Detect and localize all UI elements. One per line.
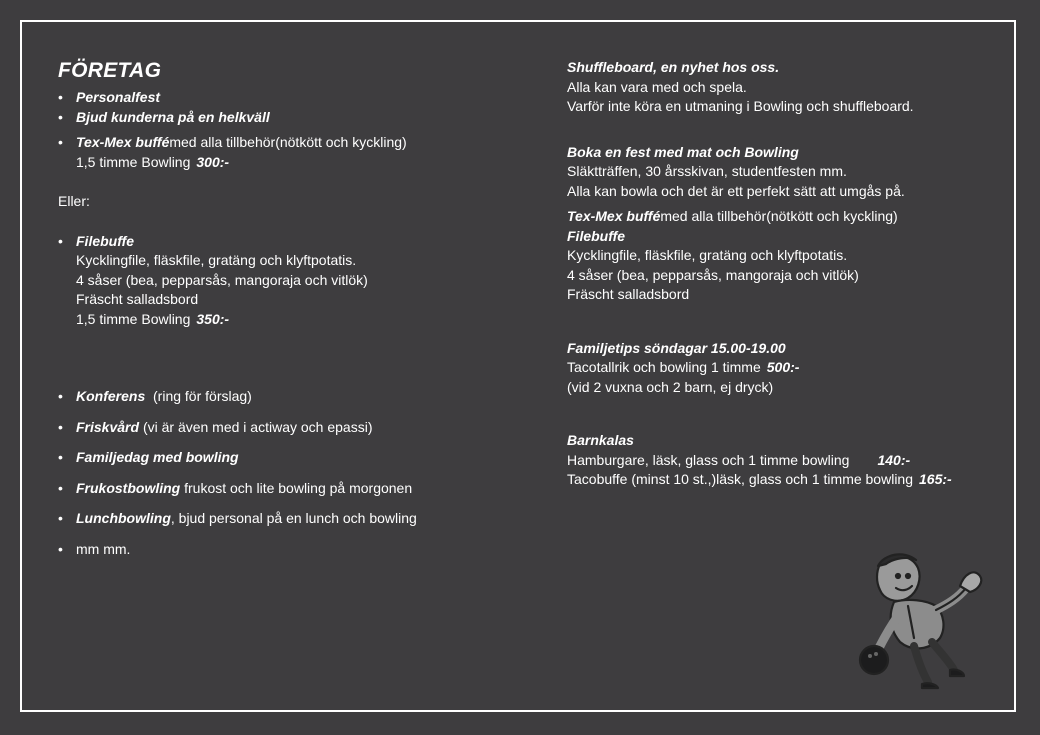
list-item-filebuffe: • Filebuffe Kycklingfile, fläskfile, gratäng och klyftpotatis. 4 såser (bea, pepparsås, mangoraja och vitlök) Fräscht salladsbord 1,5 timme Bowling 350:- (58, 232, 368, 327)
filebuffe-list (58, 232, 528, 330)
list-item-konferens: • Konferens (ring för förslag) (58, 388, 252, 404)
list-item-familjedag: • Familjedag med bowling (58, 449, 239, 465)
bowler-mascot-icon (848, 546, 998, 694)
list-item: • Personalfest (58, 89, 161, 105)
services-list (58, 387, 528, 559)
left-column (58, 58, 528, 559)
fest-section: Boka en fest med mat och Bowling Släktträffen, 30 årsskivan, studentfesten mm. Alla kan bowla och det är ett perfekt sätt att umgås på. (567, 143, 905, 199)
right-column (567, 58, 1007, 490)
filebuffe-section: Filebuffe Kycklingfile, fläskfile, gratäng och klyftpotatis. 4 såser (bea, pepparsås, mangoraja och vitlök) Fräscht salladsbord (567, 227, 859, 302)
price: 140:- (877, 451, 911, 468)
price: 165:- (919, 471, 952, 487)
texmex-section: Tex-Mex buffémed alla tillbehör(nötkött och kyckling) (567, 208, 898, 224)
price: 350:- (196, 310, 230, 327)
section-heading-foretag: FÖRETAG (58, 59, 162, 82)
price: 300:- (196, 153, 230, 170)
familjetips-section: Familjetips söndagar 15.00-19.00 Tacotallrik och bowling 1 timme 500:- (vid 2 vuxna och 2 barn, ej dryck) (567, 339, 800, 395)
top-bullet-list (58, 88, 528, 172)
list-item-texmex: • Tex-Mex buffémed alla tillbehör(nötkött och kyckling) 1,5 timme Bowling 300:- (58, 134, 407, 170)
eller-label: Eller: (58, 193, 90, 209)
list-item-frukost: • Frukostbowling frukost och lite bowling på morgonen (58, 479, 413, 496)
list-item-friskvard: • Friskvård (vi är även med i actiway och epassi) (58, 418, 373, 435)
list-item-lunch: • Lunchbowling, bjud personal på en lunch och bowling (58, 510, 417, 526)
list-item-mm: • mm mm. (58, 540, 131, 557)
list-item: • Bjud kunderna på en helkväll (58, 108, 270, 125)
shuffleboard-section: Shuffleboard, en nyhet hos oss. Alla kan vara med och spela. Varför inte köra en utmaning i Bowling och shuffleboard. (567, 59, 914, 114)
price: 500:- (766, 359, 800, 375)
barnkalas-section: Barnkalas Hamburgare, läsk, glass och 1 timme bowling 140:- Tacobuffe (minst 10 st.,)läsk, glass och 1 timme bowling 165:- (567, 432, 952, 487)
